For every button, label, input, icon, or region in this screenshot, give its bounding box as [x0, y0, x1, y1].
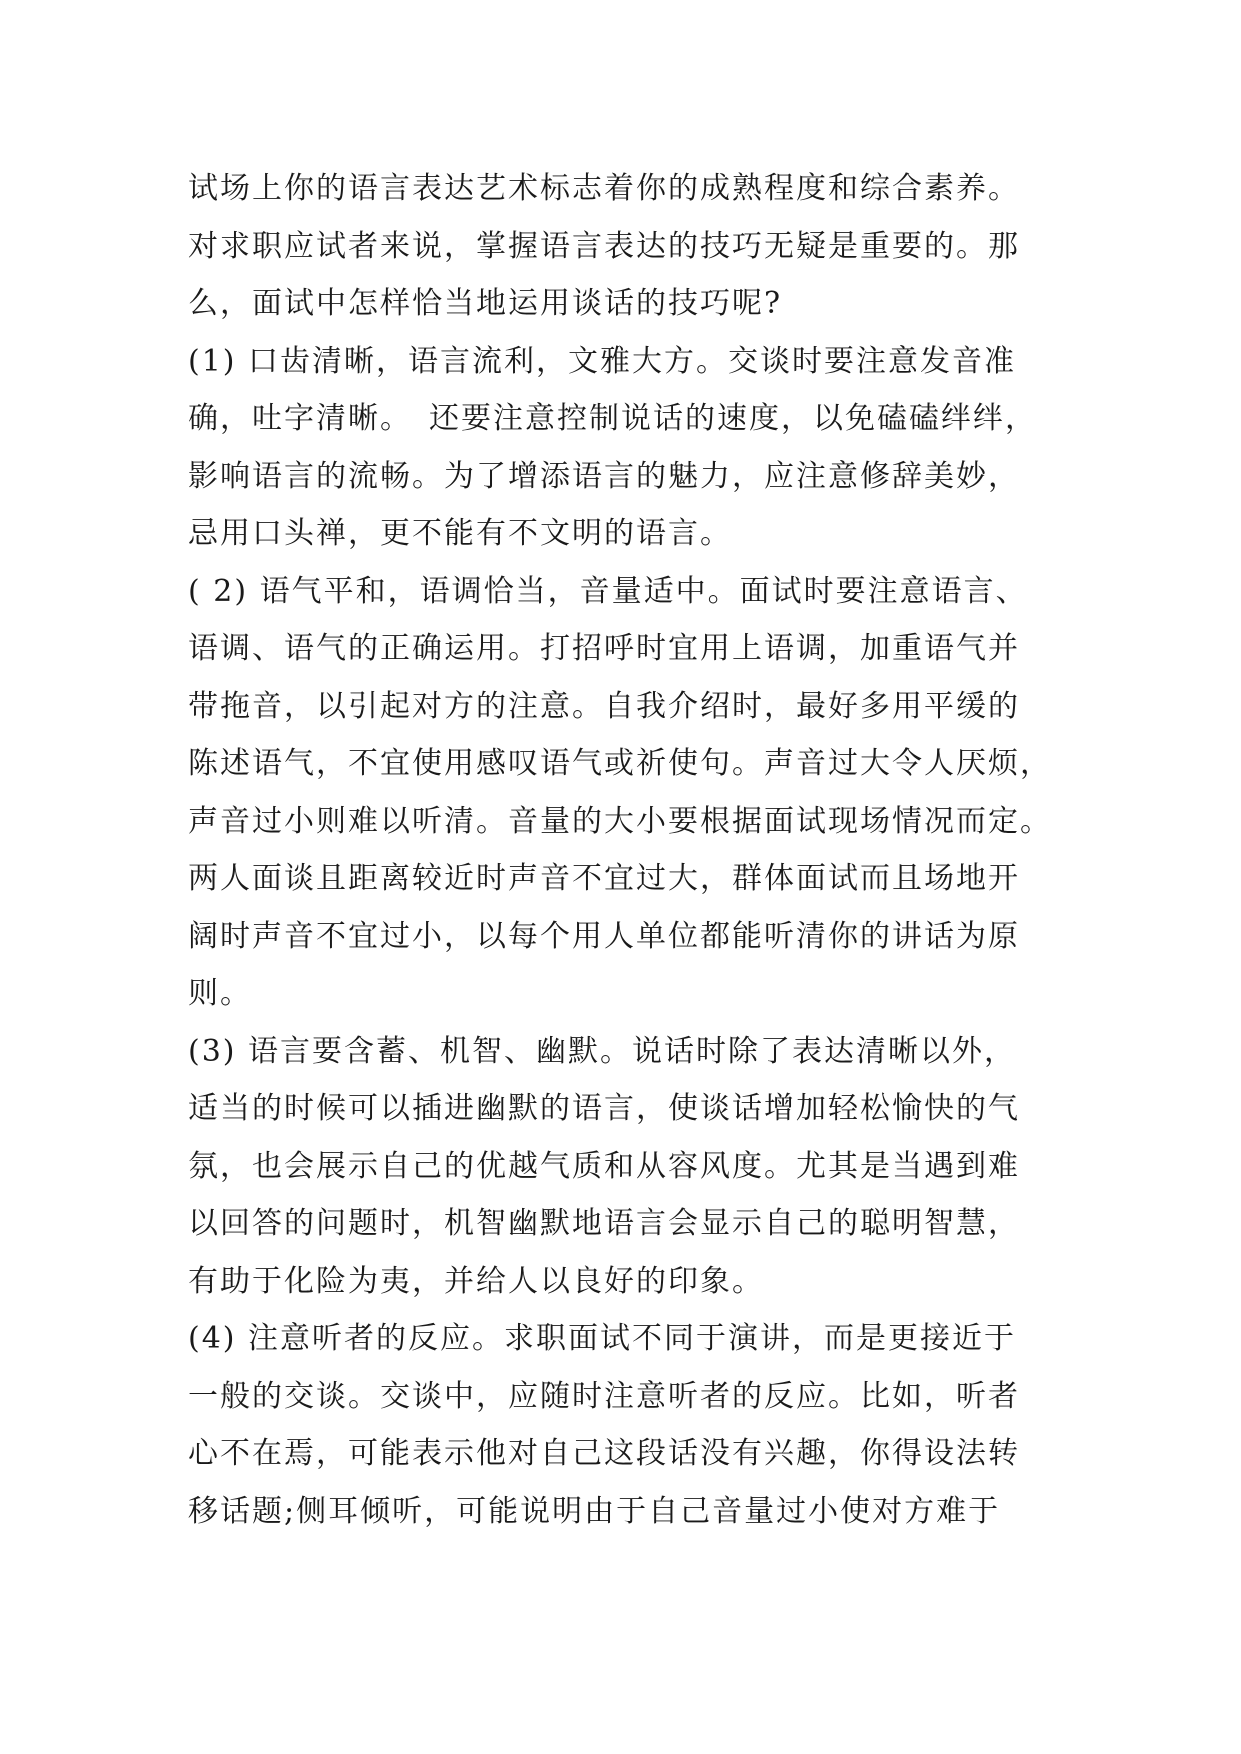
text-line: 有助于化险为夷，并给人以良好的印象。: [188, 1263, 764, 1299]
text-line: 影响语言的流畅。为了增添语言的魅力，应注意修辞美妙，: [188, 458, 1020, 494]
text-line: 阔时声音不宜过小，以每个用人单位都能听清你的讲话为原: [188, 918, 1020, 954]
text-line: (4) 注意听者的反应。求职面试不同于演讲，而是更接近于: [188, 1321, 1017, 1356]
text-line: 确，吐字清晰。 还要注意控制说话的速度，以免磕磕绊绊，: [188, 401, 1037, 436]
text-line: 语调、语气的正确运用。打招呼时宜用上语调，加重语气并: [188, 631, 1020, 666]
text-line: 移话题;侧耳倾听，可能说明由于自己音量过小使对方难于: [188, 1493, 1001, 1529]
text-line: 带拖音，以引起对方的注意。自我介绍时，最好多用平缓的: [188, 688, 1020, 724]
text-line: 么，面试中怎样恰当地运用谈话的技巧呢?: [188, 286, 783, 321]
text-line: 心不在焉，可能表示他对自己这段话没有兴趣，你得设法转: [188, 1436, 1020, 1471]
text-line: 两人面谈且距离较近时声音不宜过大，群体面试而且场地开: [188, 861, 1020, 896]
text-line: 陈述语气，不宜使用感叹语气或祈使句。声音过大令人厌烦，: [188, 746, 1052, 781]
text-line: 则。: [188, 976, 252, 1011]
text-line: 氛，也会展示自己的优越气质和从容风度。尤其是当遇到难: [188, 1148, 1020, 1184]
text-line: 声音过小则难以听清。音量的大小要根据面试现场情况而定。: [188, 803, 1052, 839]
text-line: 一般的交谈。交谈中，应随时注意听者的反应。比如，听者: [188, 1378, 1020, 1414]
text-line: 适当的时候可以插进幽默的语言，使谈话增加轻松愉快的气: [188, 1091, 1020, 1126]
body-text: [188, 160, 1068, 1540]
text-line: 对求职应试者来说，掌握语言表达的技巧无疑是重要的。那: [188, 228, 1020, 264]
text-line: (3) 语言要含蓄、机智、幽默。说话时除了表达清晰以外，: [188, 1033, 1017, 1069]
text-line: ( 2) 语气平和，语调恰当，音量适中。面试时要注意语言、: [188, 573, 1028, 609]
text-line: (1) 口齿清晰，语言流利，文雅大方。交谈时要注意发音准: [188, 343, 1017, 379]
text-line: 忌用口头禅，更不能有不文明的语言。: [188, 516, 732, 551]
text-line: 试场上你的语言表达艺术标志着你的成熟程度和综合素养。: [188, 171, 1020, 206]
text-line: 以回答的问题时，机智幽默地语言会显示自己的聪明智慧，: [188, 1206, 1020, 1241]
